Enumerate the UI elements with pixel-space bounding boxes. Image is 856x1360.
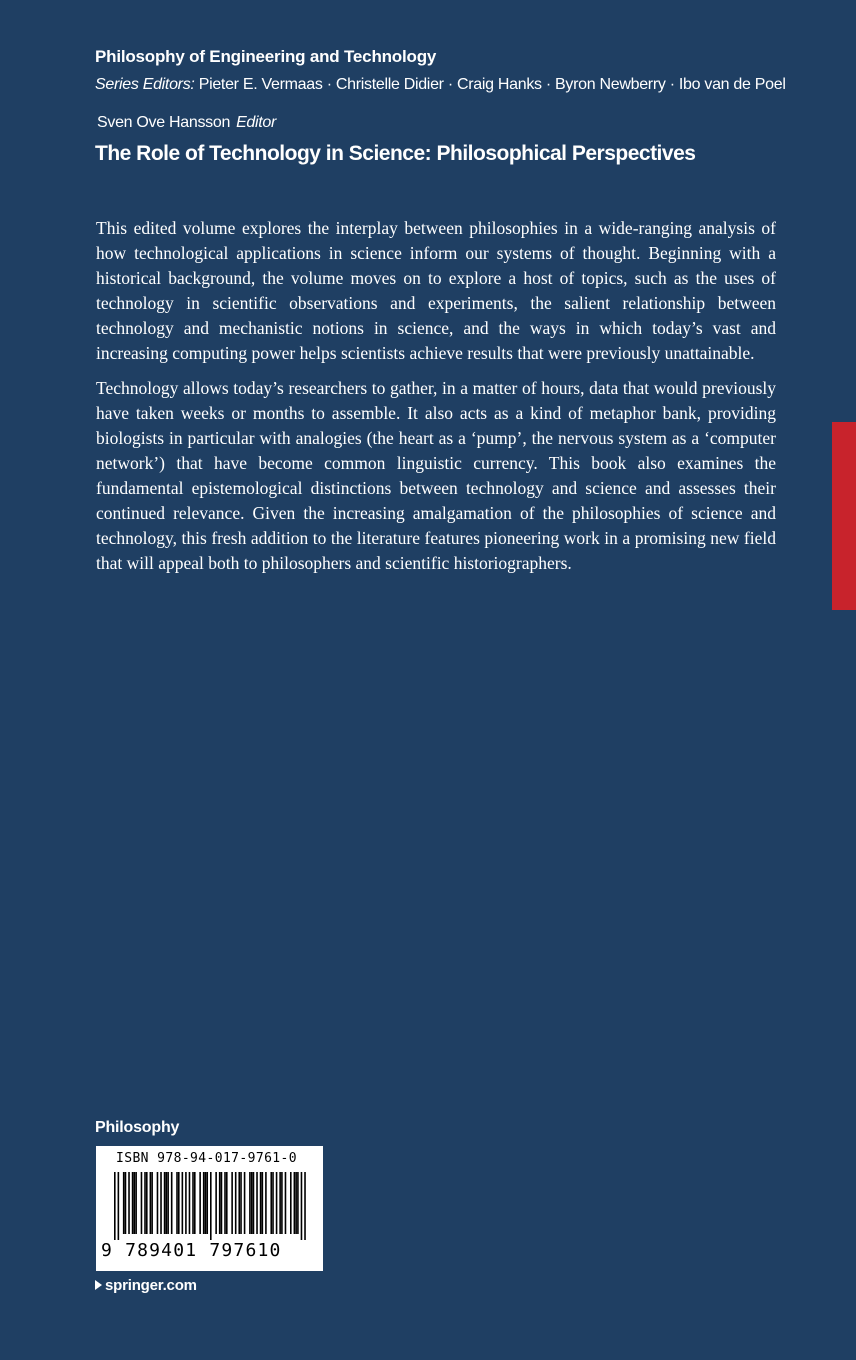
- book-description: [96, 216, 776, 586]
- barcode-bar: [157, 1172, 159, 1234]
- barcode-bar: [249, 1172, 251, 1234]
- barcode-bar: [206, 1172, 208, 1234]
- barcode-bar: [262, 1172, 264, 1234]
- barcode-bar: [219, 1172, 221, 1234]
- barcode-bar: [281, 1172, 283, 1234]
- barcode-bar: [203, 1172, 205, 1234]
- barcode-bar: [194, 1172, 196, 1234]
- barcode-graphic: [114, 1172, 306, 1240]
- barcode-bar: [224, 1172, 226, 1234]
- barcode-bar: [171, 1172, 173, 1234]
- barcode-bar: [144, 1172, 146, 1234]
- barcode-bar: [118, 1172, 120, 1240]
- barcode-bar: [231, 1172, 233, 1234]
- barcode-bar: [192, 1172, 194, 1234]
- barcode-bar: [189, 1172, 191, 1234]
- series-editors-names: Pieter E. Vermaas · Christelle Didier · Craig Hanks · Byron Newberry · Ibo van de Poel: [198, 76, 786, 93]
- barcode-bar: [134, 1172, 136, 1234]
- barcode-bar: [132, 1172, 134, 1234]
- isbn-label: ISBN 978-94-017-9761-0: [116, 1151, 297, 1166]
- publisher-website[interactable]: [95, 1277, 197, 1294]
- barcode-bar: [294, 1172, 296, 1234]
- barcode-bar: [205, 1172, 207, 1234]
- book-title: The Role of Technology in Science: Philosophical Perspectives: [95, 142, 696, 165]
- barcode-bar: [265, 1172, 267, 1234]
- barcode-bar: [167, 1172, 169, 1234]
- description-paragraph-2: Technology allows today’s researchers to gather, in a matter of hours, data that would previously have taken weeks or months to assemble. It also acts as a kind of metaphor bank, providing biologists in particular with analogies (the heart as a ‘pump’, the nervous system as a ‘computer network’) that have become common linguistic currency. This book also examines the fundamental epistemological distinctions between technology and science and assesses their continued relevance. Given the increasing amalgamation of the philosophies of science and technology, this fresh addition to the literature features pioneering work in a promising new field that will appeal both to philosophers and scientific historiographers.: [96, 378, 776, 573]
- barcode-bar: [270, 1172, 272, 1234]
- book-editor-line: [97, 114, 276, 132]
- barcode-bar: [160, 1172, 162, 1234]
- barcode-bar: [221, 1172, 223, 1234]
- barcode-bar: [123, 1172, 125, 1234]
- series-editors-line: [95, 76, 786, 94]
- barcode-bar: [185, 1172, 187, 1234]
- subject-category: Philosophy: [95, 1119, 180, 1136]
- barcode-bar: [301, 1172, 303, 1240]
- triangle-arrow-icon: [95, 1280, 102, 1290]
- barcode-bar: [304, 1172, 306, 1240]
- barcode-bar: [238, 1172, 240, 1234]
- barcode-bar: [166, 1172, 168, 1234]
- barcode-bar: [244, 1172, 246, 1234]
- series-title: Philosophy of Engineering and Technology: [95, 47, 437, 66]
- barcode-bar: [146, 1172, 148, 1234]
- barcode-bar: [164, 1172, 166, 1234]
- barcode-bar: [295, 1172, 297, 1234]
- isbn-barcode-panel: [96, 1146, 323, 1271]
- barcode-bar: [297, 1172, 299, 1234]
- barcode-bar: [272, 1172, 274, 1234]
- barcode-bar: [253, 1172, 255, 1234]
- barcode-digits: 9 789401 797610: [101, 1240, 282, 1261]
- barcode-bar: [240, 1172, 242, 1234]
- barcode-bar: [128, 1172, 130, 1234]
- barcode-bar: [210, 1172, 212, 1240]
- barcode-bar: [251, 1172, 253, 1234]
- barcode-bar: [176, 1172, 178, 1234]
- barcode-bar: [178, 1172, 180, 1234]
- book-editor-role: Editor: [236, 114, 277, 131]
- barcode-bar: [226, 1172, 228, 1234]
- barcode-bar: [114, 1172, 116, 1240]
- barcode-bar: [125, 1172, 127, 1234]
- barcode-bar: [182, 1172, 184, 1234]
- barcode-bar: [235, 1172, 237, 1234]
- barcode-bar: [141, 1172, 143, 1234]
- barcode-bar: [279, 1172, 281, 1234]
- barcode-bar: [256, 1172, 258, 1234]
- red-accent-tab: [832, 422, 856, 610]
- description-paragraph-1: This edited volume explores the interplay between philosophies in a wide-ranging analysis of how technological applications in science inform our systems of thought. Beginning with a historical background, the volume moves on to explore a host of topics, such as the uses of technology in scientific observations and experiments, the salient relationship between technology and mechanistic notions in science, and the ways in which today’s vast and increasing computing power helps scientists achieve results that were previously unattainable.: [96, 218, 776, 363]
- barcode-bar: [151, 1172, 153, 1234]
- barcode-bar: [285, 1172, 287, 1234]
- barcode-bar: [260, 1172, 262, 1234]
- book-editor-name: Sven Ove Hansson: [97, 114, 231, 131]
- barcode-bar: [135, 1172, 137, 1234]
- barcode-bar: [150, 1172, 152, 1234]
- barcode-bar: [290, 1172, 292, 1234]
- barcode-bar: [199, 1172, 201, 1234]
- publisher-website-label: springer.com: [105, 1277, 197, 1294]
- barcode-bar: [276, 1172, 278, 1234]
- barcode-bar: [215, 1172, 217, 1234]
- series-editors-label: Series Editors:: [95, 76, 195, 93]
